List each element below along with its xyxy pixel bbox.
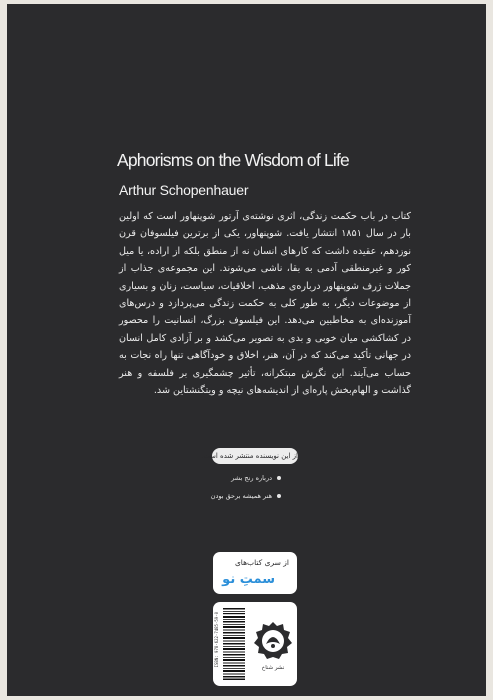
other-work-item: [211, 492, 281, 500]
back-cover: [7, 4, 486, 696]
book-title: Aphorisms on the Wisdom of Life: [117, 150, 349, 170]
series-label: از سری کتاب‌های: [234, 558, 289, 567]
series-badge: [213, 552, 297, 594]
book-description: کتاب در باب حکمت زندگی، اثری نوشته‌ی آرتور شوپنهاور است که اولین بار در سال ۱۸۵۱ انتشار یافت. شوپنهاور، یکی از برترین فیلسوفان قرن نوزدهم، عقیده داشت که کارهای انسان نه از منطق بلکه از اراده، یا میل کور و غیرمنطقی آدمی به بقا، ناشی می‌شوند. این مجموعه‌ی جذاب از جملات ژرف شوپنهاور درباره‌ی مذهب، اخلاقیات، سیاست، زنان و بسیاری از موضوعات دیگر، به طور کلی به حکمت زندگی می‌پردازد و درس‌های آموزنده‌ای به مخاطبین می‌دهد. این فیلسوف بزرگ، انسانیت را محصور در کشاکشی میان خوبی و بدی به تصویر می‌کشد و بر آزادی کامل انسان در جهانی تأکید می‌کند که در آن، هنر، اخلاق و خودآگاهی تنها راه نجات به حساب می‌آیند. این نگرش مبتکرانه، تأثیر چشمگیری بر فلسفه و هنر گذاشت و الهام‌بخش پاره‌ای از اندیشه‌های نیچه و ویتگنشتاین شد.: [119, 211, 411, 397]
isbn-text: ISBN: 978-622-7485-59-0: [214, 612, 219, 668]
bullet-icon: [277, 476, 281, 480]
other-works-heading: از این نویسنده منتشر شده است:: [212, 448, 298, 464]
publisher-name: نشر شناخ: [261, 665, 285, 671]
publisher-logo-icon: [253, 620, 293, 662]
barcode-panel: [213, 602, 297, 686]
series-brand: سمتِ نو: [222, 572, 275, 587]
barcode-icon: [223, 608, 245, 680]
other-work-item: [231, 474, 281, 482]
bullet-icon: [277, 494, 281, 498]
other-work-title: درباره رنج بشر: [231, 474, 272, 482]
other-work-title: هنر همیشه برحق بودن: [210, 492, 272, 500]
author-name: Arthur Schopenhauer: [119, 182, 249, 198]
